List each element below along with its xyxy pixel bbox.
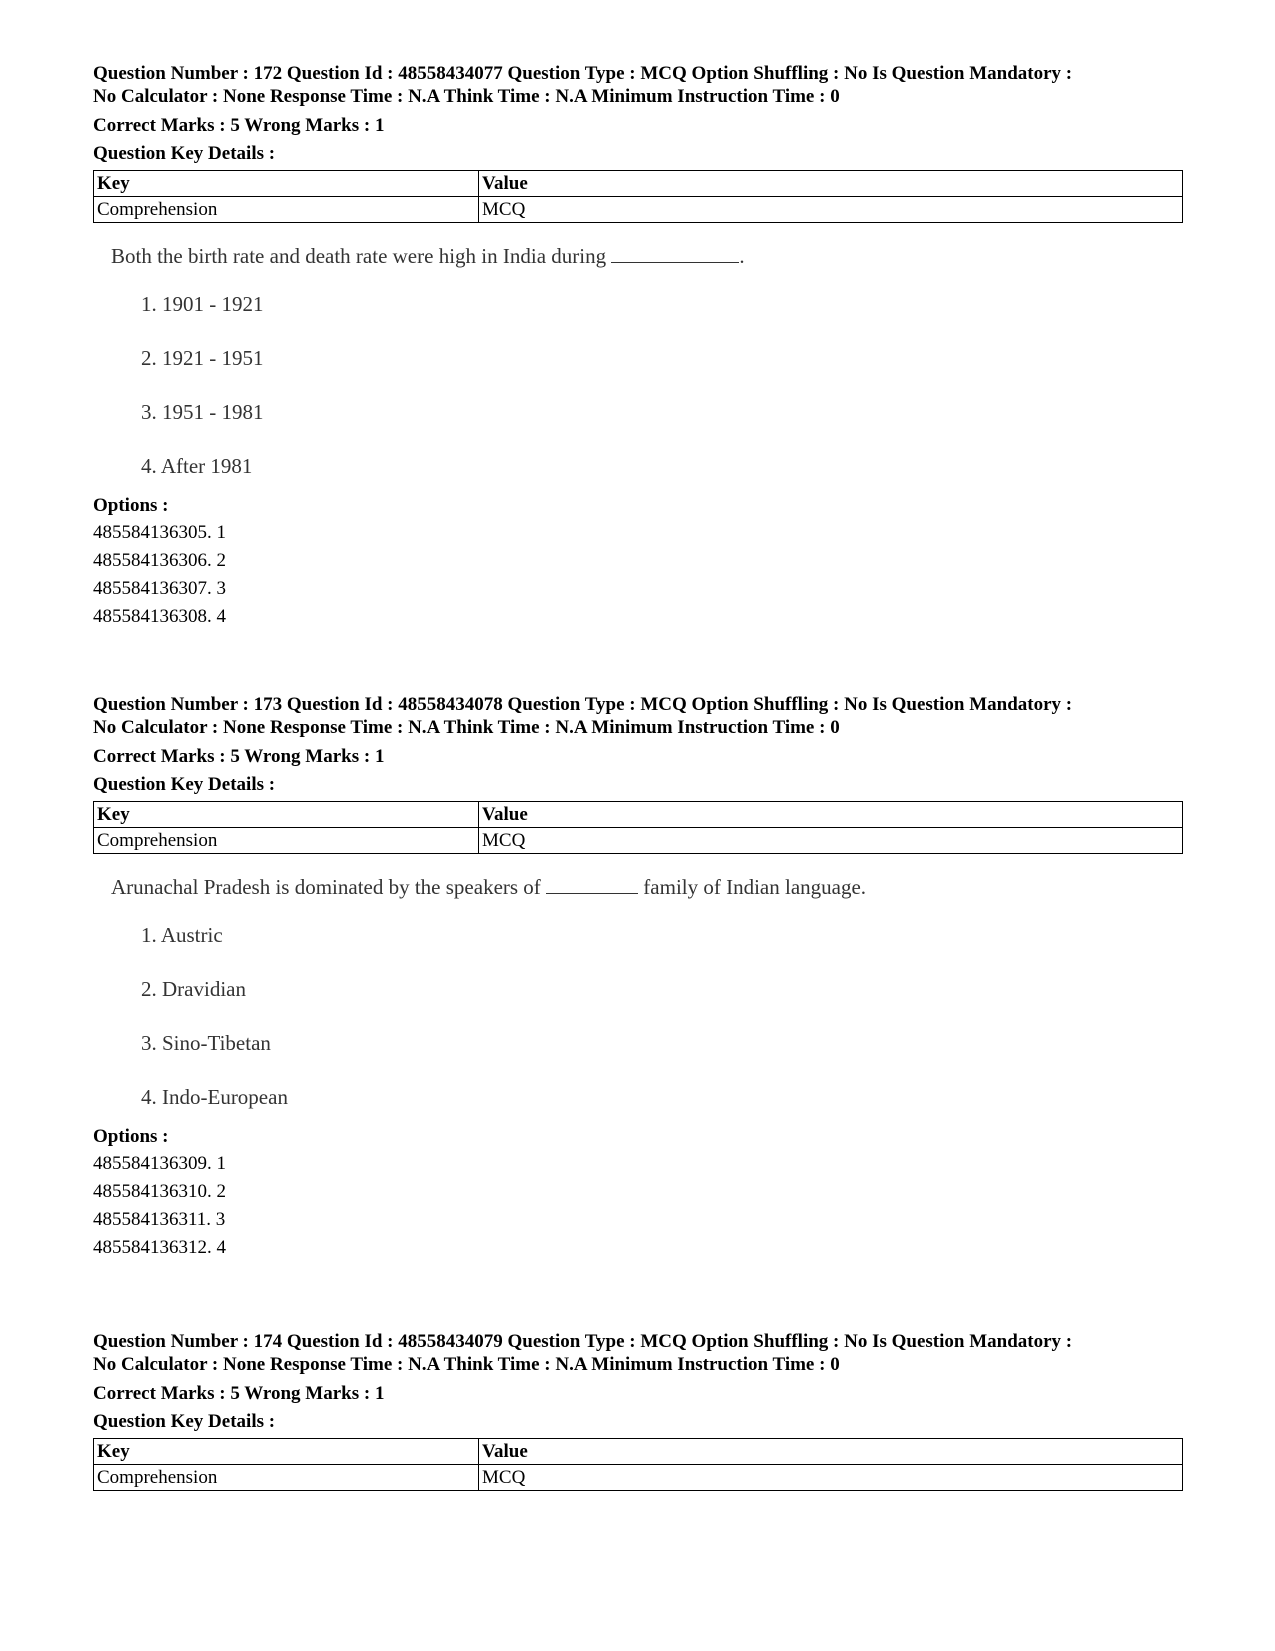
list-item: 485584136312. 4 bbox=[93, 1237, 226, 1258]
question-meta-line-1: Question Number : 172 Question Id : 48558434077 Question Type : MCQ Option Shuffling : No Is Question Mandatory : bbox=[93, 63, 1073, 84]
marks-line: Correct Marks : 5 Wrong Marks : 1 bbox=[93, 746, 385, 767]
question-meta-line-2: No Calculator : None Response Time : N.A Think Time : N.A Minimum Instruction Time : 0 bbox=[93, 86, 840, 107]
key-header-cell: Key bbox=[94, 1439, 479, 1465]
key-cell: Comprehension bbox=[94, 828, 479, 854]
list-item: 3. 1951 - 1981 bbox=[141, 400, 264, 424]
key-header-cell: Key bbox=[94, 802, 479, 828]
question-meta-line-2: No Calculator : None Response Time : N.A Think Time : N.A Minimum Instruction Time : 0 bbox=[93, 1354, 840, 1375]
list-item: 485584136307. 3 bbox=[93, 578, 226, 599]
list-item: 485584136306. 2 bbox=[93, 550, 226, 571]
list-item: 2. Dravidian bbox=[141, 977, 246, 1001]
question-text-after: . bbox=[739, 244, 745, 268]
key-details-table bbox=[93, 801, 1183, 854]
question-text-after: family of Indian language. bbox=[643, 875, 867, 899]
key-cell: Comprehension bbox=[94, 197, 479, 223]
list-item: 4. After 1981 bbox=[141, 454, 253, 478]
list-item: 485584136305. 1 bbox=[93, 522, 226, 543]
question-content bbox=[111, 874, 1183, 1110]
key-details-table bbox=[93, 170, 1183, 223]
table-header-row bbox=[94, 1439, 1183, 1465]
list-item: 485584136310. 2 bbox=[93, 1181, 226, 1202]
question-text bbox=[111, 874, 1183, 900]
list-item: 3. Sino-Tibetan bbox=[141, 1031, 271, 1055]
options-label: Options : bbox=[93, 1126, 169, 1147]
question-text-before: Both the birth rate and death rate were high in India during bbox=[111, 244, 607, 268]
marks-line: Correct Marks : 5 Wrong Marks : 1 bbox=[93, 1383, 385, 1404]
question-text-before: Arunachal Pradesh is dominated by the speakers of bbox=[111, 875, 541, 899]
value-cell: MCQ bbox=[479, 197, 1183, 223]
list-item: 1. 1901 - 1921 bbox=[141, 292, 264, 316]
list-item: 485584136311. 3 bbox=[93, 1209, 226, 1230]
value-cell: MCQ bbox=[479, 1465, 1183, 1491]
value-header-cell: Value bbox=[479, 1439, 1183, 1465]
table-row bbox=[94, 1465, 1183, 1491]
list-item: 4. Indo-European bbox=[141, 1085, 288, 1109]
question-text bbox=[111, 243, 1183, 269]
answer-blank bbox=[546, 875, 638, 894]
key-details-label: Question Key Details : bbox=[93, 1411, 276, 1432]
list-item: 1. Austric bbox=[141, 923, 223, 947]
marks-line: Correct Marks : 5 Wrong Marks : 1 bbox=[93, 115, 385, 136]
choice-list bbox=[111, 291, 1183, 479]
key-header-cell: Key bbox=[94, 171, 479, 197]
list-item: 485584136309. 1 bbox=[93, 1153, 226, 1174]
question-content bbox=[111, 243, 1183, 479]
option-id-list bbox=[93, 519, 1183, 631]
key-details-label: Question Key Details : bbox=[93, 774, 276, 795]
question-block-174 bbox=[93, 1330, 1183, 1491]
key-cell: Comprehension bbox=[94, 1465, 479, 1491]
answer-blank bbox=[611, 244, 739, 263]
value-cell: MCQ bbox=[479, 828, 1183, 854]
table-row bbox=[94, 197, 1183, 223]
question-meta-line-1: Question Number : 174 Question Id : 48558434079 Question Type : MCQ Option Shuffling : No Is Question Mandatory : bbox=[93, 1331, 1073, 1352]
key-details-table bbox=[93, 1438, 1183, 1491]
table-row bbox=[94, 828, 1183, 854]
options-label: Options : bbox=[93, 495, 169, 516]
list-item: 485584136308. 4 bbox=[93, 606, 226, 627]
question-meta-line-1: Question Number : 173 Question Id : 48558434078 Question Type : MCQ Option Shuffling : No Is Question Mandatory : bbox=[93, 694, 1073, 715]
choice-list bbox=[111, 922, 1183, 1110]
list-item: 2. 1921 - 1951 bbox=[141, 346, 264, 370]
question-meta-line-2: No Calculator : None Response Time : N.A Think Time : N.A Minimum Instruction Time : 0 bbox=[93, 717, 840, 738]
option-id-list bbox=[93, 1150, 1183, 1262]
question-block-173 bbox=[93, 693, 1183, 1262]
value-header-cell: Value bbox=[479, 802, 1183, 828]
question-block-172 bbox=[93, 62, 1183, 631]
key-details-label: Question Key Details : bbox=[93, 143, 276, 164]
table-header-row bbox=[94, 171, 1183, 197]
value-header-cell: Value bbox=[479, 171, 1183, 197]
table-header-row bbox=[94, 802, 1183, 828]
